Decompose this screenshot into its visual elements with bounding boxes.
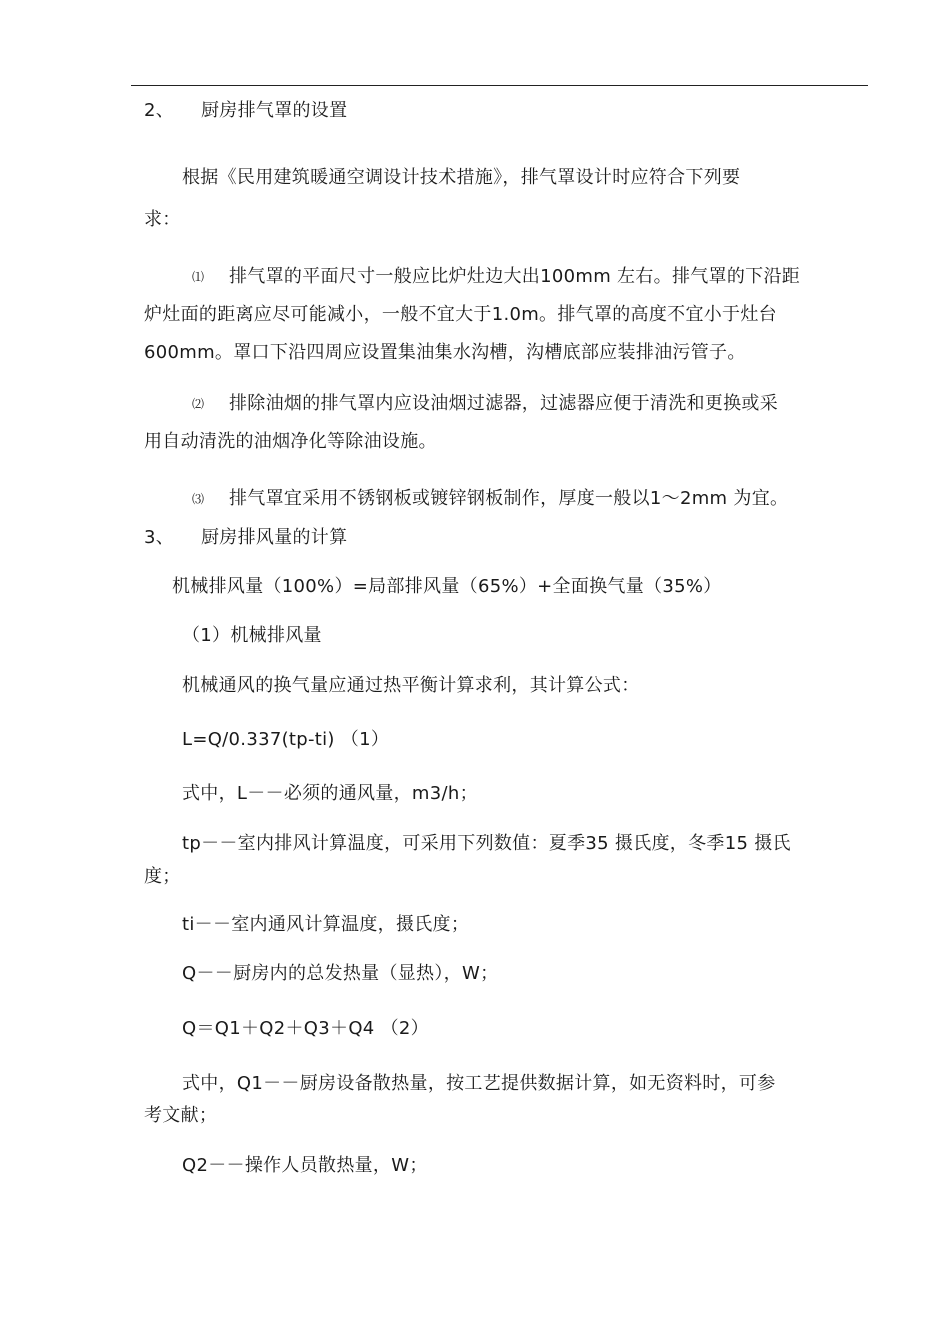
formula-2: Q＝Q1＋Q2＋Q3＋Q4 （2） bbox=[182, 1018, 429, 1039]
intro-line-1: 根据《民用建筑暖通空调设计技术措施》，排气罩设计时应符合下列要 bbox=[182, 167, 741, 188]
item-2-marker: ⑵ bbox=[192, 397, 205, 411]
definition-tp-line-2: 度； bbox=[144, 866, 181, 887]
definition-L: 式中，L－－必须的通风量，m3/h； bbox=[182, 783, 478, 804]
item-1-marker: ⑴ bbox=[192, 270, 205, 284]
item-3-line-1: 排气罩宜采用不锈钢板或镀锌钢板制作，厚度一般以1～2mm 为宜。 bbox=[229, 488, 789, 509]
header-rule bbox=[131, 85, 868, 86]
item-1-line-2: 炉灶面的距离应尽可能减小，一般不宜大于1.0m。排气罩的高度不宜小于灶台 bbox=[144, 304, 777, 325]
definition-Q2: Q2－－操作人员散热量，W； bbox=[182, 1155, 428, 1176]
definition-ti: ti－－室内通风计算温度，摄氏度； bbox=[182, 914, 470, 935]
item-1-line-1: 排气罩的平面尺寸一般应比炉灶边大出100mm 左右。排气罩的下沿距 bbox=[229, 266, 801, 287]
intro-line-2: 求： bbox=[144, 209, 181, 230]
item-2-line-2: 用自动清洗的油烟净化等除油设施。 bbox=[144, 431, 437, 452]
formula-1: L=Q/0.337(tp-ti) （1） bbox=[182, 729, 390, 750]
subheading-mechanical-exhaust: （1）机械排风量 bbox=[182, 625, 322, 646]
exhaust-balance-equation: 机械排风量（100%）=局部排风量（65%）+全面换气量（35%） bbox=[172, 576, 722, 597]
definition-Q: Q－－厨房内的总发热量（显热），W； bbox=[182, 963, 499, 984]
section-3-number: 3、 bbox=[144, 527, 175, 548]
item-1-line-3: 600mm。罩口下沿四周应设置集油集水沟槽，沟槽底部应装排油污管子。 bbox=[144, 342, 746, 363]
item-3-marker: ⑶ bbox=[192, 492, 205, 506]
section-2-title: 厨房排气罩的设置 bbox=[201, 100, 348, 121]
section-2-number: 2、 bbox=[144, 100, 175, 121]
definition-Q1-line-1: 式中，Q1－－厨房设备散热量，按工艺提供数据计算，如无资料时，可参 bbox=[182, 1073, 776, 1094]
definition-tp-line-1: tp－－室内排风计算温度，可采用下列数值：夏季35 摄氏度，冬季15 摄氏 bbox=[182, 833, 791, 854]
definition-Q1-line-2: 考文献； bbox=[144, 1105, 218, 1126]
paragraph-heat-balance: 机械通风的换气量应通过热平衡计算求利，其计算公式： bbox=[182, 675, 640, 696]
item-2-line-1: 排除油烟的排气罩内应设油烟过滤器，过滤器应便于清洗和更换或采 bbox=[229, 393, 778, 414]
section-3-title: 厨房排风量的计算 bbox=[201, 527, 348, 548]
